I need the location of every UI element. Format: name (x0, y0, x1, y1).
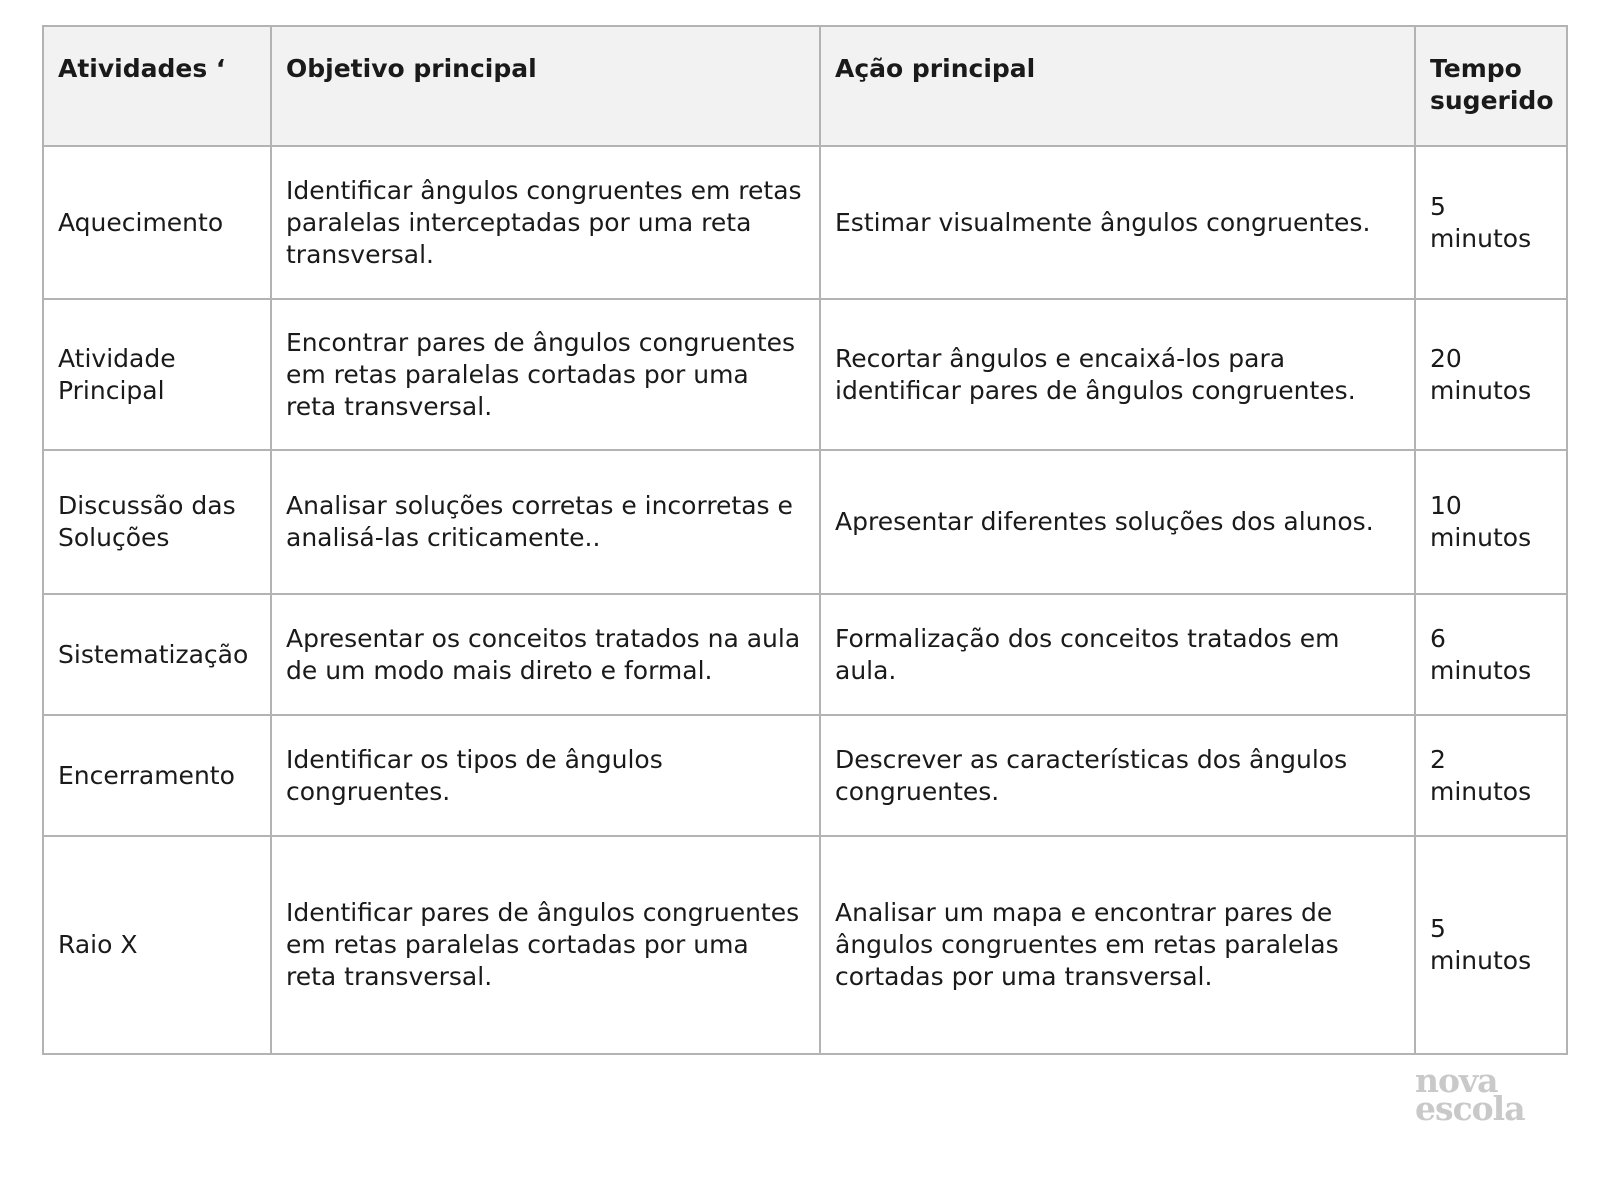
action-cell: Estimar visualmente ângulos congruentes. (820, 146, 1415, 299)
lesson-plan-table (42, 25, 1568, 1055)
table-row (43, 299, 1567, 450)
action-cell: Analisar um mapa e encontrar pares de ângulos congruentes em retas paralelas cortadas por uma transversal. (820, 836, 1415, 1054)
table-body (43, 146, 1567, 1054)
nova-escola-logo (1415, 1061, 1535, 1128)
time-cell: 5 minutos (1415, 146, 1567, 299)
table-row (43, 594, 1567, 715)
objective-cell: Identificar ângulos congruentes em retas paralelas interceptadas por uma reta transversal. (271, 146, 820, 299)
header-row (43, 26, 1567, 146)
objective-cell: Identificar pares de ângulos congruentes em retas paralelas cortadas por uma reta transversal. (271, 836, 820, 1054)
time-cell: 20 minutos (1415, 299, 1567, 450)
header-objective: Objetivo principal (271, 26, 820, 146)
objective-cell: Identificar os tipos de ângulos congruentes. (271, 715, 820, 836)
action-cell: Descrever as características dos ângulos congruentes. (820, 715, 1415, 836)
logo-line-1: nova (1415, 1061, 1498, 1100)
activity-cell: Discussão das Soluções (43, 450, 271, 594)
table-header (43, 26, 1567, 146)
header-activities: Atividades ‘ (43, 26, 271, 146)
activity-cell: Aquecimento (43, 146, 271, 299)
time-cell: 5 minutos (1415, 836, 1567, 1054)
objective-cell: Encontrar pares de ângulos congruentes em retas paralelas cortadas por uma reta transversal. (271, 299, 820, 450)
time-cell: 2 minutos (1415, 715, 1567, 836)
objective-cell: Apresentar os conceitos tratados na aula de um modo mais direto e formal. (271, 594, 820, 715)
table-row (43, 836, 1567, 1054)
activity-cell: Atividade Principal (43, 299, 271, 450)
table-row (43, 450, 1567, 594)
activity-cell: Sistematização (43, 594, 271, 715)
logo-line-2: escola (1415, 1089, 1525, 1128)
objective-cell: Analisar soluções corretas e incorretas e analisá-las criticamente.. (271, 450, 820, 594)
header-action: Ação principal (820, 26, 1415, 146)
time-cell: 10 minutos (1415, 450, 1567, 594)
table-row (43, 715, 1567, 836)
activity-cell: Encerramento (43, 715, 271, 836)
time-cell: 6 minutos (1415, 594, 1567, 715)
header-time: Tempo sugerido (1415, 26, 1567, 146)
action-cell: Apresentar diferentes soluções dos alunos. (820, 450, 1415, 594)
action-cell: Formalização dos conceitos tratados em aula. (820, 594, 1415, 715)
table-row (43, 146, 1567, 299)
action-cell: Recortar ângulos e encaixá-los para identificar pares de ângulos congruentes. (820, 299, 1415, 450)
activity-cell: Raio X (43, 836, 271, 1054)
